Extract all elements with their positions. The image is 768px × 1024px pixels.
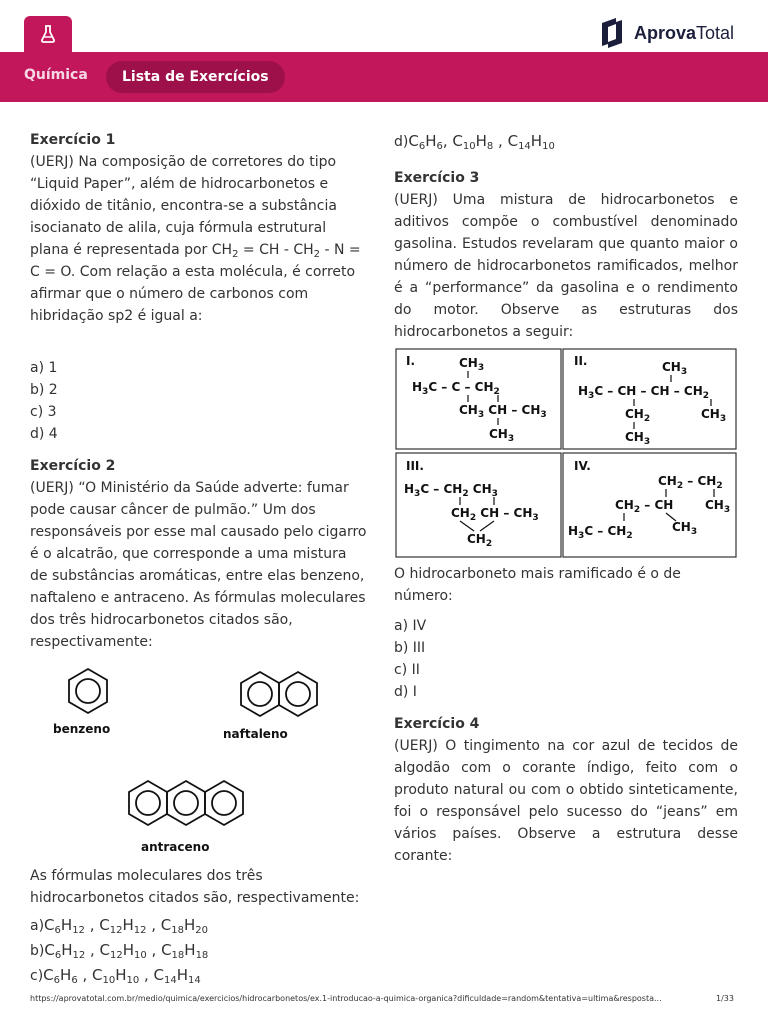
option-c[interactable]: c) II (394, 662, 420, 678)
exercise-3-options (394, 615, 738, 703)
exercise-2-title: Exercício 2 (30, 458, 116, 474)
option-b-formula[interactable]: $b)C_6H_{12}$ , $C_{12}H_{10}$ , $C_{18}H_{18}$ (30, 941, 209, 961)
structure-I (406, 354, 547, 444)
exercise-4-title: Exercício 4 (394, 716, 480, 732)
naftaleno-label: naftaleno (223, 727, 288, 741)
option-d[interactable]: d) I (394, 684, 417, 700)
right-column (394, 130, 738, 867)
book-logo-icon (600, 17, 626, 49)
exercise-3-question: O hidrocarboneto mais ramificado é o de número: (394, 566, 681, 604)
svg-text:H3C – CH2 CH3: $H_3C - CH_2$ $CH_3$ (404, 482, 498, 499)
svg-text:H3C – CH – CH – CH2: $H_3C$ – CH – CH – $CH_2$ (578, 384, 709, 401)
exercise-1-options (30, 357, 368, 445)
left-column (30, 129, 368, 988)
brand-name: AprovaTotal (634, 22, 735, 43)
subject-label[interactable]: Química (24, 67, 88, 83)
option-b[interactable]: b) III (394, 640, 426, 656)
structure-II (574, 354, 726, 447)
exercise-1-text: (UERJ) Na composição de corretores do tipo “Liquid Paper”, além de hidrocarbonetos e dióxido de titânio, encontra-se a substância isocianato de alila, cuja fórmula estrutural plana é representada por $CH_2$ = CH - $CH_2 - N = C = O$. Com relação a esta molécula, é correto afirmar que o número de carbonos com hibridação sp2 é igual a: (30, 154, 361, 324)
benzene-structure (69, 669, 107, 713)
chemistry-tab[interactable] (24, 16, 72, 52)
exercise-3-text: (UERJ) Uma mistura de hidrocarbonetos e aditivos compõe o combustível denominado gasolina. Estudos revelaram que quanto maior o número de hidrocarbonetos ramificados, melhor é a “performance” da gasolina e o rendimento do motor. Observe as estruturas dos hidrocarbonetos a seguir: (394, 192, 738, 340)
option-b[interactable]: b) 2 (30, 382, 58, 398)
panel-IV-label: IV. (574, 459, 591, 473)
exercise-2-question: As fórmulas moleculares dos três hidrocarbonetos citados são, respectivamente: (30, 868, 360, 906)
brand-logo[interactable] (600, 17, 734, 49)
option-a[interactable]: a) 1 (30, 360, 58, 376)
panel-I-label: I. (406, 354, 416, 368)
option-a[interactable]: a) IV (394, 618, 427, 634)
option-c-formula[interactable]: $c)C_6H_6$ , $C_{10}H_{10}$ , $C_{14}H_{14}$ (30, 966, 201, 986)
svg-text:CH3: $CH_3$ (625, 430, 651, 447)
panel-III-label: III. (406, 459, 424, 473)
svg-text:H3C – C – CH2: $H_3C$ – C – $CH_2$ (412, 380, 500, 397)
top-bar (0, 0, 768, 52)
exercise-2-text: (UERJ) “O Ministério da Saúde adverte: fumar pode causar câncer de pulmão.” Um dos responsáveis por esse mal causado pelo cigarro é o alcatrão, que corresponde a uma mistura de substâncias aromáticas, entre elas benzeno, naftaleno e antraceno. As fórmulas moleculares dos três hidrocarbonetos citados são, respectivamente: (30, 480, 367, 650)
option-d-formula[interactable]: $d)C_6H_6$, $C_{10}H_8$ , $C_{14}H_{10}$ (394, 132, 555, 152)
svg-text:CH3 CH – CH3: $CH_3$ CH – $CH_3$ (459, 403, 547, 420)
exercise-4-text: (UERJ) O tingimento na cor azul de tecidos de algodão com o corante índigo, feito com o produto natural ou com o obtido sinteticamente, foi o responsável pelo sucesso do “jeans” em vários países. Observe a estrutura desse corante: (394, 738, 738, 864)
option-a-formula[interactable]: $a)C_6H_{12}$ , $C_{12}H_{12}$ , $C_{18}H_{20}$ (30, 916, 208, 936)
svg-text:CH3: $CH_3$ (705, 498, 731, 515)
exercise-2-options (30, 913, 368, 988)
svg-text:CH2: $CH_2$ (625, 407, 651, 424)
antraceno-label: antraceno (141, 840, 210, 854)
option-c[interactable]: c) 3 (30, 404, 57, 420)
anthracene-structure (129, 781, 243, 825)
panel-II-label: II. (574, 354, 588, 368)
subject-bar (0, 52, 768, 102)
svg-text:CH2 – CH: $CH_2$ – CH (615, 498, 674, 515)
svg-text:CH3: $CH_3$ (489, 427, 515, 444)
svg-text:CH3: $CH_3$ (459, 356, 485, 373)
hydrocarbon-structures-figure (394, 347, 738, 561)
footer-url[interactable]: https://aprovatotal.com.br/medio/quimica/exercicios/hidrocarbonetos/ex.1-introducao-a-quimica-organica?dificuldade=random&tentativa=ultima&resposta... (30, 994, 662, 1003)
exercise-1-title: Exercício 1 (30, 132, 116, 148)
svg-text:CH3: $CH_3$ (701, 407, 727, 424)
benzeno-label: benzeno (53, 722, 111, 736)
svg-text:CH2 CH – CH3: $CH_2$ CH – $CH_3$ (451, 506, 539, 523)
section-pill[interactable]: Lista de Exercícios (106, 61, 285, 93)
svg-text:CH3: $CH_3$ (662, 360, 688, 377)
option-d[interactable]: d) 4 (30, 426, 58, 442)
svg-text:CH3: $CH_3$ (672, 520, 698, 537)
aromatic-structures-figure (48, 667, 288, 867)
naphthalene-structure (241, 672, 317, 716)
structure-IV (568, 459, 730, 541)
exercise-3-title: Exercício 3 (394, 170, 480, 186)
svg-text:H3C – CH2: $H_3C - CH_2$ (568, 524, 633, 541)
flask-icon (40, 25, 56, 43)
page-number: 1/33 (716, 994, 734, 1003)
svg-text:CH2: $CH_2$ (467, 532, 493, 549)
svg-text:CH2 – CH2: $CH_2 - CH_2$ (658, 474, 723, 491)
structure-III (404, 459, 539, 549)
